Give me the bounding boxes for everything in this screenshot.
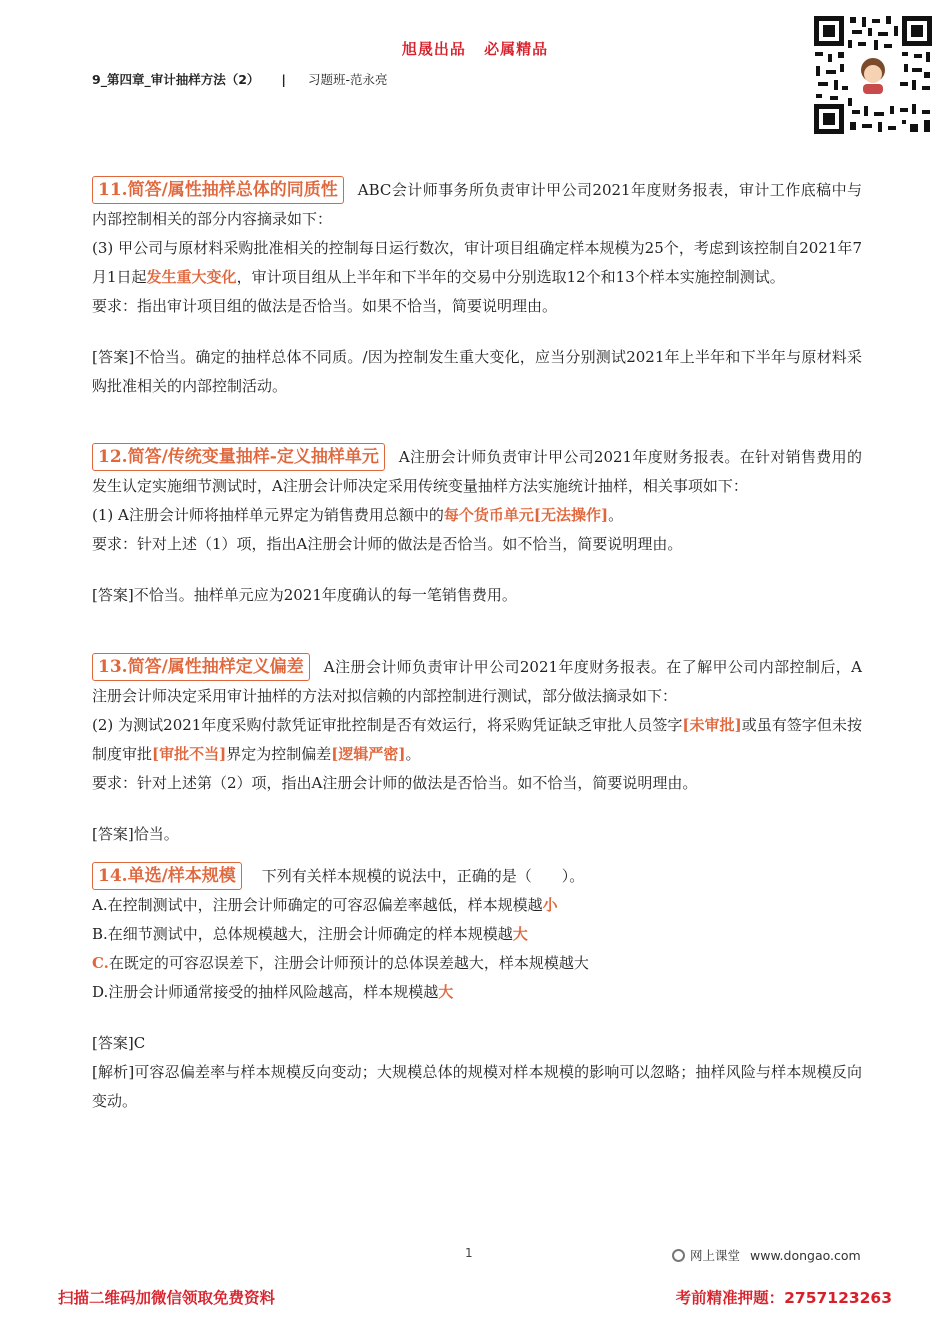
q12-item-text-b: 。: [608, 506, 624, 524]
q14-tag: 14.单选/样本规模: [92, 862, 242, 890]
q13-item-text-b: 或虽有签字但未按制度审批: [92, 716, 862, 763]
brand-slogan: [0, 38, 950, 59]
q14-option-c: [92, 949, 862, 978]
q11-item-highlight: 发生重大变化: [146, 268, 237, 286]
q14-option-a-text: A.在控制测试中，注册会计师确定的可容忍偏差率越低，样本规模越: [92, 896, 543, 914]
promo-left: 扫描二维码加微信领取免费资料: [58, 1289, 276, 1307]
dongao-logo-icon: [672, 1249, 685, 1262]
q14-option-d-highlight: 大: [438, 983, 454, 1001]
question-12: [92, 443, 862, 610]
q13-answer: [答案]恰当。: [92, 825, 179, 843]
header-separator: |: [281, 72, 286, 87]
q12-item: [92, 501, 862, 530]
q13-intro: A注册会计师负责审计甲公司2021年度财务报表。在了解甲公司内部控制后，A注册会计师决定采用审计抽样的方法对拟信赖的内部控制进行测试，部分做法摘录如下：: [92, 658, 862, 705]
q11-tag: 11.简答/属性抽样总体的同质性: [92, 176, 344, 204]
question-11: [92, 176, 862, 401]
brand-slogan-a: 旭晟出品: [401, 40, 466, 58]
chapter-title: 9_第四章_审计抽样方法（2）: [92, 72, 260, 87]
q12-item-highlight: 每个货币单元[无法操作]: [443, 506, 609, 524]
q13-item-text-d: 。: [405, 745, 421, 763]
q14-option-b: [92, 920, 862, 949]
q13-requirement: 要求：针对上述第（2）项，指出A注册会计师的做法是否恰当。如不恰当，简要说明理由。: [92, 774, 698, 792]
page-header: [92, 70, 387, 88]
q13-item-text-a: (2) 为测试2021年度采购付款凭证审批控制是否有效运行，将采购凭证缺乏审批人员签字: [92, 716, 683, 734]
brand-slogan-b: 必属精品: [484, 40, 549, 58]
q12-intro: A注册会计师负责审计甲公司2021年度财务报表。在针对销售费用的发生认定实施细节测试时，A注册会计师决定采用传统变量抽样方法实施统计抽样，相关事项如下：: [92, 448, 862, 495]
q13-item-text-c: 界定为控制偏差: [226, 745, 332, 763]
q11-answer: [答案]不恰当。确定的抽样总体不同质。/因为控制发生重大变化，应当分别测试2021年上半年和下半年与原材料采购批准相关的内部控制活动。: [92, 348, 862, 395]
q13-intro-line: [92, 653, 862, 711]
q11-requirement: 要求：指出审计项目组的做法是否恰当。如果不恰当，简要说明理由。: [92, 297, 558, 315]
q12-requirement: 要求：针对上述（1）项，指出A注册会计师的做法是否恰当。如不恰当，简要说明理由。: [92, 535, 683, 553]
q14-option-c-text: 在既定的可容忍误差下，注册会计师预计的总体误差越大，样本规模越大: [108, 954, 589, 972]
q14-option-d: [92, 978, 862, 1007]
q12-tag: 12.简答/传统变量抽样-定义抽样单元: [92, 443, 385, 471]
course-name: 习题班-范永亮: [307, 72, 388, 87]
q14-option-a: [92, 891, 862, 920]
footer-site-url[interactable]: www.dongao.com: [750, 1248, 861, 1263]
footer-brand-name: 网上课堂: [690, 1248, 741, 1263]
page-number: 1: [465, 1246, 473, 1260]
q13-item-highlight-1: [未审批]: [682, 716, 742, 734]
q12-item-text-a: (1) A注册会计师将抽样单元界定为销售费用总额中的: [92, 506, 444, 524]
q11-item: [92, 234, 862, 292]
q11-intro-line: [92, 176, 862, 234]
q11-item-text-b: ，审计项目组从上半年和下半年的交易中分别选取12个和13个样本实施控制测试。: [236, 268, 785, 286]
q14-option-d-text: D.注册会计师通常接受的抽样风险越高，样本规模越: [92, 983, 439, 1001]
question-13: [92, 653, 862, 849]
footer-brand: [672, 1246, 861, 1264]
q14-answer: [答案]C: [92, 1034, 146, 1052]
q14-option-a-highlight: 小: [542, 896, 558, 914]
q14-stem-line: [92, 862, 862, 891]
q14-option-b-text: B.在细节测试中，总体规模越大，注册会计师确定的样本规模越: [92, 925, 513, 943]
q13-item-highlight-2: [审批不当]: [152, 745, 227, 763]
q14-option-c-letter: C.: [92, 954, 109, 972]
q11-item-text-a: (3) 甲公司与原材料采购批准相关的控制每日运行数次，审计项目组确定样本规模为25个，考虑到该控制自2021年7月1日起: [92, 239, 862, 286]
question-14: [92, 862, 862, 1116]
qr-code-icon: [812, 14, 934, 136]
q12-intro-line: [92, 443, 862, 501]
q11-intro: ABC会计师事务所负责审计甲公司2021年度财务报表，审计工作底稿中与内部控制相关的部分内容摘录如下：: [92, 181, 862, 228]
q13-item-highlight-3: [逻辑严密]: [331, 745, 406, 763]
q13-tag: 13.简答/属性抽样定义偏差: [92, 653, 310, 681]
q13-item: [92, 711, 862, 769]
q14-stem: 下列有关样本规模的说法中，正确的是（ ）。: [261, 867, 585, 885]
q14-option-b-highlight: 大: [512, 925, 528, 943]
q14-analysis: [解析]可容忍偏差率与样本规模反向变动；大规模总体的规模对样本规模的影响可以忽略；抽样风险与样本规模反向变动。: [92, 1063, 862, 1110]
promo-right: 考前精准押题：2757123263: [675, 1289, 892, 1307]
q12-answer: [答案]不恰当。抽样单元应为2021年度确认的每一笔销售费用。: [92, 586, 517, 604]
